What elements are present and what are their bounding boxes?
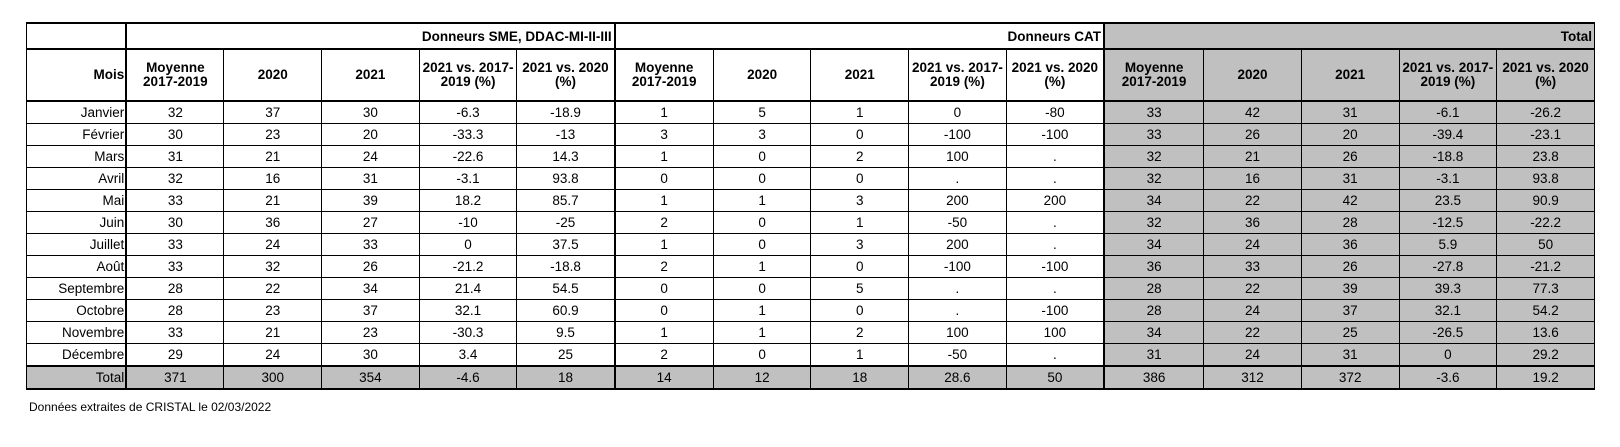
table-row [27,168,1595,190]
sme-cell: 85.7 [517,190,615,212]
cat-cell: . [1006,234,1104,256]
month-label: Septembre [27,278,127,300]
total-cell: 24 [1204,344,1302,367]
table-row [27,212,1595,234]
cat-cell: . [1006,168,1104,190]
total-row [27,366,1595,389]
cat-cell: 200 [909,234,1007,256]
month-label: Juin [27,212,127,234]
cat-cell: 200 [909,190,1007,212]
cat-cell: 2 [811,146,909,168]
month-label: Décembre [27,344,127,367]
sme-cell: 32.1 [419,300,517,322]
table-row [27,234,1595,256]
sme-cell: 21 [224,322,322,344]
total-cell: 33 [1204,256,1302,278]
total-cell: -12.5 [1399,212,1497,234]
header-sme-2021: 2021 [322,49,420,101]
grand-total-cell: 372 [1301,366,1399,389]
total-cell: -3.1 [1399,168,1497,190]
cat-cell: . [1006,344,1104,367]
cat-total-cell: 18 [811,366,909,389]
sme-cell: 54.5 [517,278,615,300]
cat-cell: . [909,278,1007,300]
total-cell: 37 [1301,300,1399,322]
donneurs-table [26,22,1595,390]
cat-cell: -50 [909,344,1007,367]
total-cell: -23.1 [1497,124,1595,146]
cat-cell: -80 [1006,101,1104,124]
total-cell: 31 [1301,344,1399,367]
cat-cell: 2 [811,322,909,344]
total-cell: -26.5 [1399,322,1497,344]
total-cell: 0 [1399,344,1497,367]
header-sme-vs-2020: 2021 vs. 2020 (%) [517,49,615,101]
sme-cell: 24 [224,344,322,367]
header-sme-avg: Moyenne 2017-2019 [126,49,224,101]
cat-cell: 2 [615,344,714,367]
header-total-2021: 2021 [1301,49,1399,101]
cat-cell: 3 [811,190,909,212]
total-cell: -21.2 [1497,256,1595,278]
sme-cell: 28 [126,300,224,322]
sme-cell: 30 [322,344,420,367]
cat-cell: 1 [713,190,811,212]
header-total-vs-2020: 2021 vs. 2020 (%) [1497,49,1595,101]
cat-cell: 1 [811,344,909,367]
cat-cell: 100 [909,322,1007,344]
sme-cell: 14.3 [517,146,615,168]
header-total-vs-avg: 2021 vs. 2017-2019 (%) [1399,49,1497,101]
cat-cell: 3 [713,124,811,146]
sme-cell: 30 [126,212,224,234]
total-cell: 28 [1301,212,1399,234]
total-cell: 32 [1104,168,1204,190]
sme-cell: 24 [224,234,322,256]
cat-cell: 1 [615,101,714,124]
total-cell: 33 [1104,101,1204,124]
header-total-2020: 2020 [1204,49,1302,101]
sme-cell: -6.3 [419,101,517,124]
cat-cell: 0 [811,168,909,190]
sme-total-cell: -4.6 [419,366,517,389]
sme-cell: 23 [224,124,322,146]
sme-cell: -21.2 [419,256,517,278]
cat-cell: -100 [909,256,1007,278]
cat-cell: 100 [909,146,1007,168]
sme-cell: -13 [517,124,615,146]
total-cell: -27.8 [1399,256,1497,278]
cat-cell: 0 [713,146,811,168]
header-cat-2021: 2021 [811,49,909,101]
total-cell: 16 [1204,168,1302,190]
sme-cell: 31 [322,168,420,190]
sme-cell: 30 [126,124,224,146]
cat-cell: 3 [615,124,714,146]
header-month: Mois [27,49,127,101]
table-row [27,278,1595,300]
header-cat-avg: Moyenne 2017-2019 [615,49,714,101]
column-header-row [27,49,1595,101]
total-cell: 36 [1204,212,1302,234]
table-body [27,101,1595,389]
cat-cell: . [1006,212,1104,234]
sme-cell: 18.2 [419,190,517,212]
sme-cell: 33 [126,256,224,278]
total-cell: 22 [1204,278,1302,300]
table-row [27,300,1595,322]
sme-cell: 9.5 [517,322,615,344]
total-cell: 33 [1104,124,1204,146]
cat-cell: 3 [811,234,909,256]
total-cell: 26 [1204,124,1302,146]
cat-total-cell: 50 [1006,366,1104,389]
sme-cell: 23 [224,300,322,322]
sme-cell: 27 [322,212,420,234]
sme-cell: 21 [224,190,322,212]
total-cell: 39.3 [1399,278,1497,300]
month-label: Juillet [27,234,127,256]
cat-total-cell: 12 [713,366,811,389]
group-header-cat: Donneurs CAT [615,23,1104,49]
total-cell: 36 [1104,256,1204,278]
total-cell: 29.2 [1497,344,1595,367]
cat-cell: . [1006,278,1104,300]
cat-cell: 1 [615,190,714,212]
month-label: Novembre [27,322,127,344]
corner-cell [27,23,127,49]
grand-total-cell: 312 [1204,366,1302,389]
sme-cell: 25 [517,344,615,367]
source-footnote: Données extraites de CRISTAL le 02/03/2022 [29,400,272,414]
cat-cell: 1 [713,300,811,322]
cat-cell: 0 [811,256,909,278]
cat-cell: 0 [909,101,1007,124]
grand-total-cell: 19.2 [1497,366,1595,389]
group-header-row [27,23,1595,49]
total-cell: 31 [1301,101,1399,124]
sme-cell: 33 [126,234,224,256]
month-label: Janvier [27,101,127,124]
total-cell: 25 [1301,322,1399,344]
total-cell: 31 [1301,168,1399,190]
sme-cell: 3.4 [419,344,517,367]
total-cell: 28 [1104,300,1204,322]
total-cell: 24 [1204,234,1302,256]
total-cell: 42 [1204,101,1302,124]
sme-cell: 37.5 [517,234,615,256]
total-cell: -18.8 [1399,146,1497,168]
sme-cell: -33.3 [419,124,517,146]
cat-cell: 2 [615,212,714,234]
sme-cell: 33 [126,190,224,212]
month-label: Mars [27,146,127,168]
sme-cell: 31 [126,146,224,168]
header-total-avg: Moyenne 2017-2019 [1104,49,1204,101]
cat-cell: . [1006,146,1104,168]
cat-cell: 0 [713,212,811,234]
cat-cell: 200 [1006,190,1104,212]
table-row [27,146,1595,168]
cat-cell: . [909,168,1007,190]
total-cell: 26 [1301,146,1399,168]
cat-cell: 0 [615,300,714,322]
cat-cell: 0 [713,278,811,300]
month-label: Mai [27,190,127,212]
total-cell: 34 [1104,190,1204,212]
header-cat-vs-2020: 2021 vs. 2020 (%) [1006,49,1104,101]
total-label: Total [27,366,127,389]
sme-cell: 37 [224,101,322,124]
header-sme-2020: 2020 [224,49,322,101]
sme-cell: -18.9 [517,101,615,124]
month-label: Août [27,256,127,278]
cat-cell: 100 [1006,322,1104,344]
total-cell: 22 [1204,322,1302,344]
table-row [27,190,1595,212]
total-cell: 20 [1301,124,1399,146]
total-cell: -6.1 [1399,101,1497,124]
total-cell: 28 [1104,278,1204,300]
total-cell: 90.9 [1497,190,1595,212]
cat-cell: 0 [811,124,909,146]
sme-cell: 22 [224,278,322,300]
total-cell: 34 [1104,322,1204,344]
cat-cell: -100 [1006,256,1104,278]
sme-cell: 0 [419,234,517,256]
header-cat-2020: 2020 [713,49,811,101]
grand-total-cell: 386 [1104,366,1204,389]
total-cell: 36 [1301,234,1399,256]
cat-cell: 5 [713,101,811,124]
header-cat-vs-avg: 2021 vs. 2017-2019 (%) [909,49,1007,101]
cat-cell: 0 [713,344,811,367]
sme-cell: 32 [224,256,322,278]
cat-cell: 1 [615,234,714,256]
sme-cell: 29 [126,344,224,367]
total-cell: 22 [1204,190,1302,212]
sme-cell: 16 [224,168,322,190]
total-cell: 24 [1204,300,1302,322]
sme-cell: 36 [224,212,322,234]
cat-cell: 0 [713,168,811,190]
group-header-total: Total [1104,23,1595,49]
sme-cell: 21.4 [419,278,517,300]
table-row [27,256,1595,278]
header-sme-vs-avg: 2021 vs. 2017-2019 (%) [419,49,517,101]
cat-cell: 2 [615,256,714,278]
total-cell: 23.5 [1399,190,1497,212]
total-cell: 23.8 [1497,146,1595,168]
total-cell: 50 [1497,234,1595,256]
total-cell: 42 [1301,190,1399,212]
total-cell: 39 [1301,278,1399,300]
sme-cell: 33 [322,234,420,256]
cat-cell: . [909,300,1007,322]
table-row [27,101,1595,124]
cat-cell: 1 [713,322,811,344]
cat-cell: 1 [811,212,909,234]
cat-cell: 1 [713,256,811,278]
sme-total-cell: 300 [224,366,322,389]
sme-cell: 93.8 [517,168,615,190]
cat-cell: 0 [713,234,811,256]
grand-total-cell: -3.6 [1399,366,1497,389]
cat-cell: 0 [811,300,909,322]
total-cell: 21 [1204,146,1302,168]
sme-cell: 33 [126,322,224,344]
sme-cell: 24 [322,146,420,168]
sme-cell: 60.9 [517,300,615,322]
month-label: Avril [27,168,127,190]
sme-cell: 32 [126,101,224,124]
sme-cell: -10 [419,212,517,234]
total-cell: -26.2 [1497,101,1595,124]
group-header-sme: Donneurs SME, DDAC-MI-II-III [126,23,614,49]
cat-cell: 1 [811,101,909,124]
sme-cell: -18.8 [517,256,615,278]
total-cell: -39.4 [1399,124,1497,146]
month-label: Octobre [27,300,127,322]
sme-total-cell: 354 [322,366,420,389]
cat-total-cell: 14 [615,366,714,389]
total-cell: 26 [1301,256,1399,278]
total-cell: 32.1 [1399,300,1497,322]
month-label: Février [27,124,127,146]
sme-cell: 20 [322,124,420,146]
sme-cell: -30.3 [419,322,517,344]
cat-cell: -100 [1006,124,1104,146]
total-cell: 32 [1104,146,1204,168]
total-cell: -22.2 [1497,212,1595,234]
total-cell: 32 [1104,212,1204,234]
cat-cell: 1 [615,146,714,168]
sme-cell: 23 [322,322,420,344]
sme-cell: 28 [126,278,224,300]
table-row [27,124,1595,146]
total-cell: 77.3 [1497,278,1595,300]
sme-cell: -3.1 [419,168,517,190]
sme-cell: 26 [322,256,420,278]
sme-cell: -25 [517,212,615,234]
sme-cell: 39 [322,190,420,212]
cat-cell: -100 [1006,300,1104,322]
cat-cell: -100 [909,124,1007,146]
total-cell: 93.8 [1497,168,1595,190]
total-cell: 34 [1104,234,1204,256]
sme-total-cell: 371 [126,366,224,389]
total-cell: 31 [1104,344,1204,367]
table-row [27,322,1595,344]
total-cell: 5.9 [1399,234,1497,256]
table-row [27,344,1595,367]
cat-cell: -50 [909,212,1007,234]
cat-cell: 1 [615,322,714,344]
cat-total-cell: 28.6 [909,366,1007,389]
total-cell: 54.2 [1497,300,1595,322]
cat-cell: 0 [615,168,714,190]
sme-total-cell: 18 [517,366,615,389]
sme-cell: 21 [224,146,322,168]
sme-cell: 34 [322,278,420,300]
sme-cell: -22.6 [419,146,517,168]
sme-cell: 37 [322,300,420,322]
cat-cell: 0 [615,278,714,300]
sme-cell: 32 [126,168,224,190]
total-cell: 13.6 [1497,322,1595,344]
sme-cell: 30 [322,101,420,124]
cat-cell: 5 [811,278,909,300]
